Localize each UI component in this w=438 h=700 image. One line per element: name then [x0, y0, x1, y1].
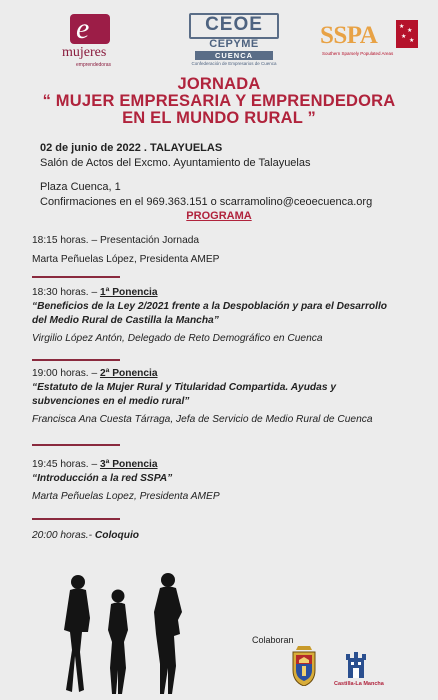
ponencia-label: 2ª Ponencia [99, 368, 158, 379]
event-date: 02 de junio de 2022 . TALAYUELAS [40, 142, 223, 154]
program-item-time: 18:15 horas. – Presentación Jornada [32, 235, 200, 246]
castilla-la-mancha-label: Castilla-La Mancha [334, 681, 384, 687]
program-item-speaker: Marta Peñuelas Lopez, Presidenta AMEP [32, 491, 220, 502]
ponencia-label: 3ª Ponencia [99, 459, 158, 470]
mujeres-logo [56, 14, 130, 70]
event-address: Plaza Cuenca, 1 [40, 181, 121, 193]
programa-heading: PROGRAMA [186, 210, 252, 222]
sspa-logo-text: SSPA [320, 22, 378, 49]
ceoe-cepyme-logo [189, 13, 277, 66]
title-line-3: EN EL MUNDO RURAL ” [122, 109, 316, 127]
event-title [0, 76, 438, 127]
sspa-logo [318, 18, 418, 58]
program-item-topic: “Estatuto de la Mujer Rural y Titularidad Compartida. Ayudas y [32, 382, 336, 393]
sspa-flag-icon: ★ ★ ★ ★ [396, 20, 418, 48]
program-item-4: 19:45 horas. – 3ª Ponencia “Introducción a la red SSPA” Marta Peñuelas Lopez, Presidenta AMEP [32, 459, 220, 502]
separator-line [32, 518, 120, 520]
woman-silhouette-icon [64, 575, 90, 692]
separator-line [32, 276, 120, 278]
ceoe-logo-text: CEOE [205, 14, 263, 35]
program-item-2: 18:30 horas. – 1ª Ponencia “Beneficios de la Ley 2/2021 frente a la Despoblación y para el Desarrollo del Medio Rural de Castilla la Mancha” Virgilio López Antón, Delegado de Reto Demográfico en Cuenca [32, 287, 388, 344]
ceoe-logo-subtitle: Confederación de Empresarios de Cuenca [191, 61, 277, 66]
program-item-topic: “Introducción a la red SSPA” [32, 473, 173, 484]
woman-silhouette-icon [154, 573, 182, 694]
program-item-speaker: Virgilio López Antón, Delegado de Reto Demográfico en Cuenca [32, 333, 323, 344]
program-item-topic: “Beneficios de la Ley 2/2021 frente a la Despoblación y para el Desarrollo [32, 301, 388, 312]
program-item-5: 20:00 horas.- Coloquio [32, 530, 140, 541]
title-line-2: “ MUJER EMPRESARIA Y EMPRENDEDORA [42, 92, 396, 110]
mujeres-logo-word: mujeres [62, 45, 107, 60]
program-item-speaker: Francisca Ana Cuesta Tárraga, Jefa de Servicio de Medio Rural de Cuenca [32, 414, 373, 425]
sspa-logo-subtitle: Southern Sparsely Populated Areas [322, 51, 394, 56]
program-item-speaker: Marta Peñuelas López, Presidenta AMEP [32, 254, 220, 265]
collaborators-label: Colaboran [252, 635, 294, 645]
cuenca-logo-text: CUENCA [195, 51, 273, 60]
cepyme-logo-text: CEPYME [209, 38, 259, 50]
castle-icon [334, 652, 378, 680]
program-item-1 [32, 234, 219, 267]
separator-line [32, 444, 120, 446]
event-info [40, 141, 372, 210]
municipal-shield-icon [290, 646, 318, 686]
event-contact: Confirmaciones en el 969.363.151 o scarramolino@ceoecuenca.org [40, 196, 373, 208]
separator-line [32, 359, 120, 361]
program-item-topic-cont: subvenciones en el medio rural” [32, 396, 190, 407]
ponencia-label: 1ª Ponencia [99, 287, 158, 298]
woman-silhouette-icon [108, 590, 128, 695]
women-silhouettes-illustration [44, 572, 204, 696]
title-line-1: JORNADA [177, 75, 261, 93]
mujeres-logo-mark: e [70, 14, 110, 44]
mujeres-logo-tagline: emprendedoras [76, 62, 112, 68]
coloquio-label: Coloquio [94, 530, 140, 541]
event-venue: Salón de Actos del Excmo. Ayuntamiento de Talayuelas [40, 157, 311, 169]
program-item-3: 19:00 horas. – 2ª Ponencia “Estatuto de la Mujer Rural y Titularidad Compartida. Ayudas y subvenciones en el medio rural” Francisca Ana Cuesta Tárraga, Jefa de Servicio de Medio Rural de Cuenca [32, 368, 373, 425]
program-item-topic-cont: del Medio Rural de Castilla la Mancha” [32, 315, 219, 326]
castilla-la-mancha-logo [334, 652, 384, 692]
